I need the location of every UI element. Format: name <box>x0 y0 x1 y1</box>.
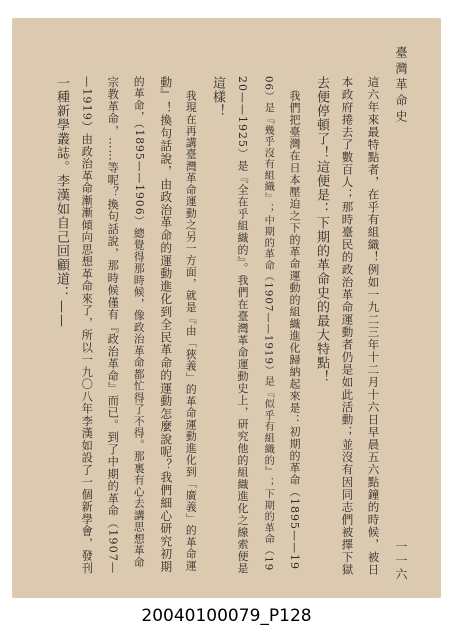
text-line: 這六年來最特點者，在乎有組織！例如一九二三年十二月十六日早晨五六點鐘的時候，被日 <box>366 76 381 576</box>
running-header-title: 臺灣革命史 <box>394 46 408 126</box>
page-number: 一一六 <box>394 540 408 582</box>
text-line: —1919）由政治革命漸漸傾向思想革命來了，所以一九〇八年李漢如設了一個新學會，發刊 <box>80 76 94 575</box>
text-line: 去便停頓了！這便是：下期的革命史的最大特點！ <box>314 76 329 384</box>
text-line: 的革命，（1895——1906）總覺得那時候，像政治革命都忙得了不得。那裏有心去講思想革命 <box>132 76 146 569</box>
text-line: 一種新學叢誌。李漢如自己回顧道：—— <box>54 76 69 328</box>
text-line: 06）是『幾乎沒有組織』；中期的革命（1907——1919）是『似乎有組織的』；下期的革命（19 <box>262 76 275 572</box>
text-line: 這樣！ <box>210 76 225 118</box>
text-line: 動』！換句話說，由政治革命的運動進化到全民革命的運動怎麼說呢？我們細心研究初期 <box>158 76 173 574</box>
text-line: 我現在再講臺灣革命運動之另一方面，就是『由「狹義」的革命運動進化到「廣義」的革命運 <box>184 90 198 572</box>
document-page <box>12 18 441 598</box>
image-caption: 20040100079_P128 <box>141 606 312 626</box>
text-line: 宗教革命，……等呢？換句話說，那時候僅有『政治革命』而已。到了中期的革命（1907— <box>106 76 120 575</box>
text-line: 本政府捲去了數百人；那時臺民的政治革命運動者仍是如此活動；並沒有因同志們被擇下獄 <box>340 76 355 576</box>
text-line: 我們把臺灣在日本壓迫之下的革命運動的組織進化歸納起來是：初期的革命（1895——19 <box>288 90 301 570</box>
text-line: 20——1925）是『全在乎組織的』。我們在臺灣革命運動史上，研究他的組織進化之線索便是 <box>236 76 249 575</box>
